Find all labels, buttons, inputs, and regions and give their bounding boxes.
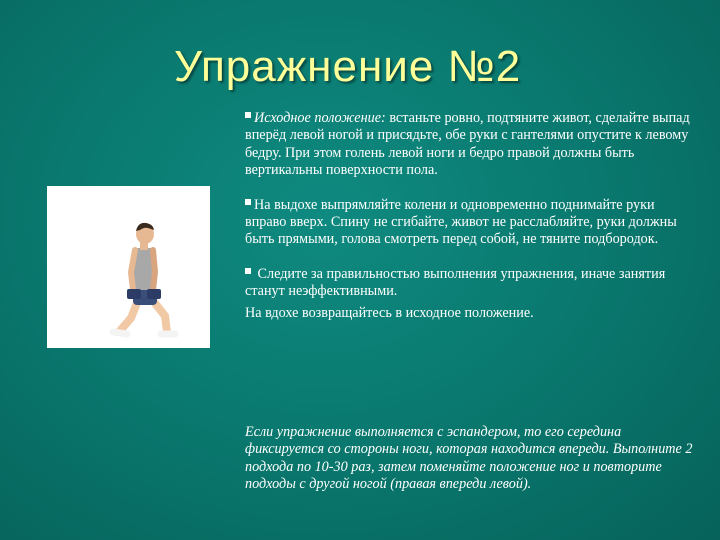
inhale-text: На вдохе возвращайтесь в исходное положение. (245, 304, 534, 321)
slide-title: Упражнение №2 (174, 42, 522, 91)
paragraph-exhale (245, 197, 693, 249)
lunge-figure-icon (47, 186, 210, 348)
paragraph-start-position (245, 110, 693, 180)
bullet-icon (245, 112, 251, 118)
expander-note: Если упражнение выполняется с эспандером, то его середина фиксируется со стороны ноги, которая находится впереди. Выполните 2 подхода по 10-30 раз, затем поменяйте положение ног и повторите подходы с другой ногой (правая впереди левой). (245, 424, 693, 493)
paragraph-inhale (245, 305, 693, 322)
start-position-label: Исходное положение: (254, 110, 386, 126)
exhale-text: На выдохе выпрямляйте колени и одновременно поднимайте руки вправо вверх. Спину не сгибайте, живот не расслабляйте, руки должны быть прямыми, голова смотреть перед собой, не тяните подбородок. (245, 196, 677, 248)
exercise-illustration (47, 186, 210, 348)
bullet-icon (245, 268, 251, 274)
bullet-icon (245, 199, 251, 205)
warning-text: Следите за правильностью выполнения упражнения, иначе занятия станут неэффективными. (245, 265, 666, 300)
paragraph-warning (245, 266, 693, 301)
start-position-text: встаньте ровно, подтяните живот, сделайте выпад вперёд левой ногой и присядьте, обе руки с гантелями опустите к левому бедру. При этом голень левой ноги и бедро правой должны быть вертикальны поверхности пола. (245, 110, 690, 179)
exercise-description (245, 110, 693, 322)
